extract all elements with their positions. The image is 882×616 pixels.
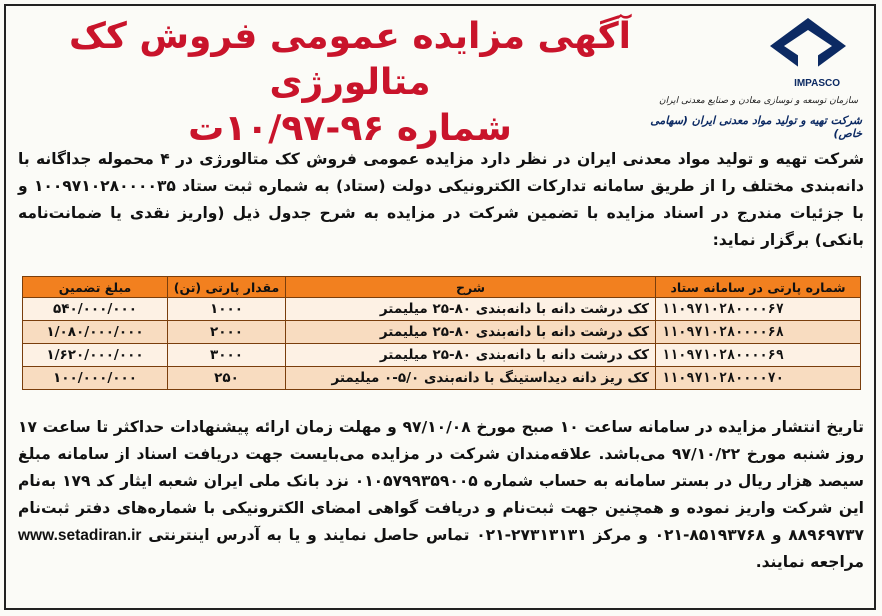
table-row (23, 367, 861, 390)
intro-paragraph: شرکت تهیه و تولید مواد معدنی ایران در نظر دارد مزایده عمومی فروش کک متالورژی در ۴ محموله جداگانه با دانه‌بندی مختلف را از طریق سامانه تدارکات الکترونیکی دولت (ستاد) به شماره ثبت ستاد ۱۰۰۹۷۱۰۲۸۰۰۰۰۳۵ و با جزئیات مندرج در اسناد مزایده با تضمین شرکت در مزایده به شرح جدول ذیل (واریز نقدی یا ضمانت‌نامه بانکی) برگزار نماید: (18, 150, 865, 249)
website-link[interactable]: www.setadiran.ir (18, 527, 142, 544)
lots-table (22, 276, 861, 390)
table-header-row (23, 277, 861, 298)
cell-lot-number: ۱۱۰۹۷۱۰۲۸۰۰۰۰۶۷ (656, 298, 861, 321)
cell-lot-number: ۱۱۰۹۷۱۰۲۸۰۰۰۰۶۸ (656, 321, 861, 344)
cell-bond-amount: ۱۰۰/۰۰۰/۰۰۰ (23, 367, 168, 390)
header-bond-amount: مبلغ تضمین (23, 277, 168, 298)
cell-description: کک درشت دانه با دانه‌بندی ۸۰-۲۵ میلیمتر (286, 321, 656, 344)
ad-title (40, 14, 660, 152)
cell-quantity: ۲۰۰۰ (168, 321, 286, 344)
title-line-1: آگهی مزایده عمومی فروش کک متالورژی (68, 16, 631, 103)
header-quantity: مقدار پارتی (تن) (168, 277, 286, 298)
title-line-2: شماره ۹۶-۱۰/۹۷ت (188, 108, 512, 149)
logo-brand: IMPASCO (794, 78, 840, 89)
cell-description: کک درشت دانه با دانه‌بندی ۸۰-۲۵ میلیمتر (286, 344, 656, 367)
outro-paragraph (18, 414, 864, 576)
cell-description: کک ریز دانه دیداستینگ با دانه‌بندی ۵/۰-۰ میلیمتر (286, 367, 656, 390)
table-row (23, 298, 861, 321)
logo-subtitle: سازمان توسعه و نوسازی معادن و صنایع معدنی ایران (659, 96, 858, 106)
cell-bond-amount: ۵۴۰/۰۰۰/۰۰۰ (23, 298, 168, 321)
cell-lot-number: ۱۱۰۹۷۱۰۲۸۰۰۰۰۶۹ (656, 344, 861, 367)
cell-lot-number: ۱۱۰۹۷۱۰۲۸۰۰۰۰۷۰ (656, 367, 861, 390)
cell-quantity: ۳۰۰۰ (168, 344, 286, 367)
cell-quantity: ۲۵۰ (168, 367, 286, 390)
cell-description: کک درشت دانه با دانه‌بندی ۸۰-۲۵ میلیمتر (286, 298, 656, 321)
outro-end: مراجعه نمایند. (755, 553, 864, 571)
cell-quantity: ۱۰۰۰ (168, 298, 286, 321)
cell-bond-amount: ۱/۶۲۰/۰۰۰/۰۰۰ (23, 344, 168, 367)
cell-bond-amount: ۱/۰۸۰/۰۰۰/۰۰۰ (23, 321, 168, 344)
logo-emblem-icon (768, 16, 848, 76)
outro-text: تاریخ انتشار مزایده در سامانه ساعت ۱۰ صبح مورخ ۹۷/۱۰/۰۸ و مهلت زمان ارائه پیشنهادات حداکثر تا ساعت ۱۷ روز شنبه مورخ ۹۷/۱۰/۲۲ می‌باشد. علاقه‌مندان شرکت در مزایده می‌بایست جهت دریافت اسناد از سامانه مبلغ سیصد هزار ریال در بستر سامانه به حساب شماره ۰۱۰۵۷۹۹۳۵۹۰۰۵ نزد بانک ملی ایران شعبه ایثار کد ۱۷۹ به‌نام این شرکت واریز نموده و همچنین جهت ثبت‌نام و دریافت گواهی امضای الکترونیکی با شماره‌های دفتر ثبت‌نام ۸۸۹۶۹۷۳۷ و ۸۵۱۹۳۷۶۸-۰۲۱ و مرکز ۲۷۳۱۳۱۳۱-۰۲۱ تماس حاصل نمایند و یا به آدرس اینترنتی (18, 418, 865, 544)
logo-company: شرکت تهیه و تولید مواد معدنی ایران (سهامی خاص) (650, 114, 862, 140)
table-row (23, 321, 861, 344)
company-logo (628, 16, 868, 140)
table-row (23, 344, 861, 367)
header-description: شرح (286, 277, 656, 298)
header-lot-number: شماره پارتی در سامانه ستاد (656, 277, 861, 298)
